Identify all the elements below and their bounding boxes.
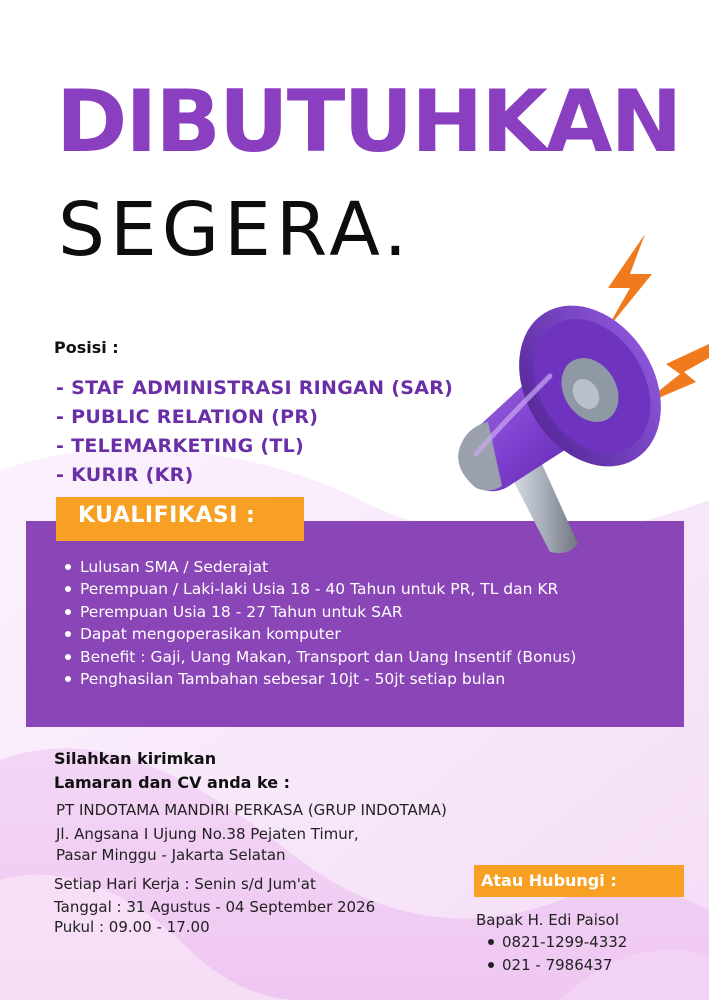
lightning-bolt-icon bbox=[605, 234, 652, 332]
position-item: - STAF ADMINISTRASI RINGAN (SAR) bbox=[56, 377, 454, 399]
send-instruction-line1: Silahkan kirimkan bbox=[54, 749, 217, 768]
qualification-item: Lulusan SMA / Sederajat bbox=[62, 556, 576, 578]
qualification-item: Perempuan / Laki-laki Usia 18 - 40 Tahun untuk PR, TL dan KR bbox=[62, 578, 576, 600]
contact-name: Bapak H. Edi Paisol bbox=[476, 911, 620, 929]
schedule-days: Setiap Hari Kerja : Senin s/d Jum'at bbox=[54, 875, 316, 893]
send-instruction-line2: Lamaran dan CV anda ke : bbox=[54, 773, 291, 792]
phone-number: 0821-1299-4332 bbox=[488, 931, 627, 954]
address-line: Pasar Minggu - Jakarta Selatan bbox=[56, 846, 286, 864]
position-list bbox=[56, 374, 453, 490]
position-item: - PUBLIC RELATION (PR) bbox=[56, 406, 319, 428]
phone-number: 021 - 7986437 bbox=[488, 954, 627, 977]
qualification-item: Benefit : Gaji, Uang Makan, Transport dan Uang Insentif (Bonus) bbox=[62, 646, 576, 668]
address-line: Jl. Angsana I Ujung No.38 Pejaten Timur, bbox=[56, 825, 359, 843]
megaphone-icon bbox=[440, 226, 709, 556]
kualifikasi-title: KUALIFIKASI : bbox=[78, 503, 256, 528]
qualification-item: Penghasilan Tambahan sebesar 10jt - 50jt setiap bulan bbox=[62, 668, 576, 690]
schedule-dates: Tanggal : 31 Agustus - 04 September 2026 bbox=[54, 898, 376, 916]
position-item: - TELEMARKETING (TL) bbox=[56, 435, 305, 457]
phone-list bbox=[488, 931, 627, 977]
qualification-item: Perempuan Usia 18 - 27 Tahun untuk SAR bbox=[62, 601, 576, 623]
headline-dibutuhkan: DIBUTUHKAN bbox=[56, 72, 681, 172]
posisi-label: Posisi : bbox=[54, 338, 119, 357]
qualification-list bbox=[62, 556, 576, 690]
headline-segera: SEGERA. bbox=[58, 187, 413, 273]
contact-title: Atau Hubungi : bbox=[481, 871, 617, 890]
schedule-hours: Pukul : 09.00 - 17.00 bbox=[54, 918, 210, 936]
qualification-item: Dapat mengoperasikan komputer bbox=[62, 623, 576, 645]
company-name: PT INDOTAMA MANDIRI PERKASA (GRUP INDOTAMA) bbox=[56, 801, 447, 819]
position-item: - KURIR (KR) bbox=[56, 464, 194, 486]
